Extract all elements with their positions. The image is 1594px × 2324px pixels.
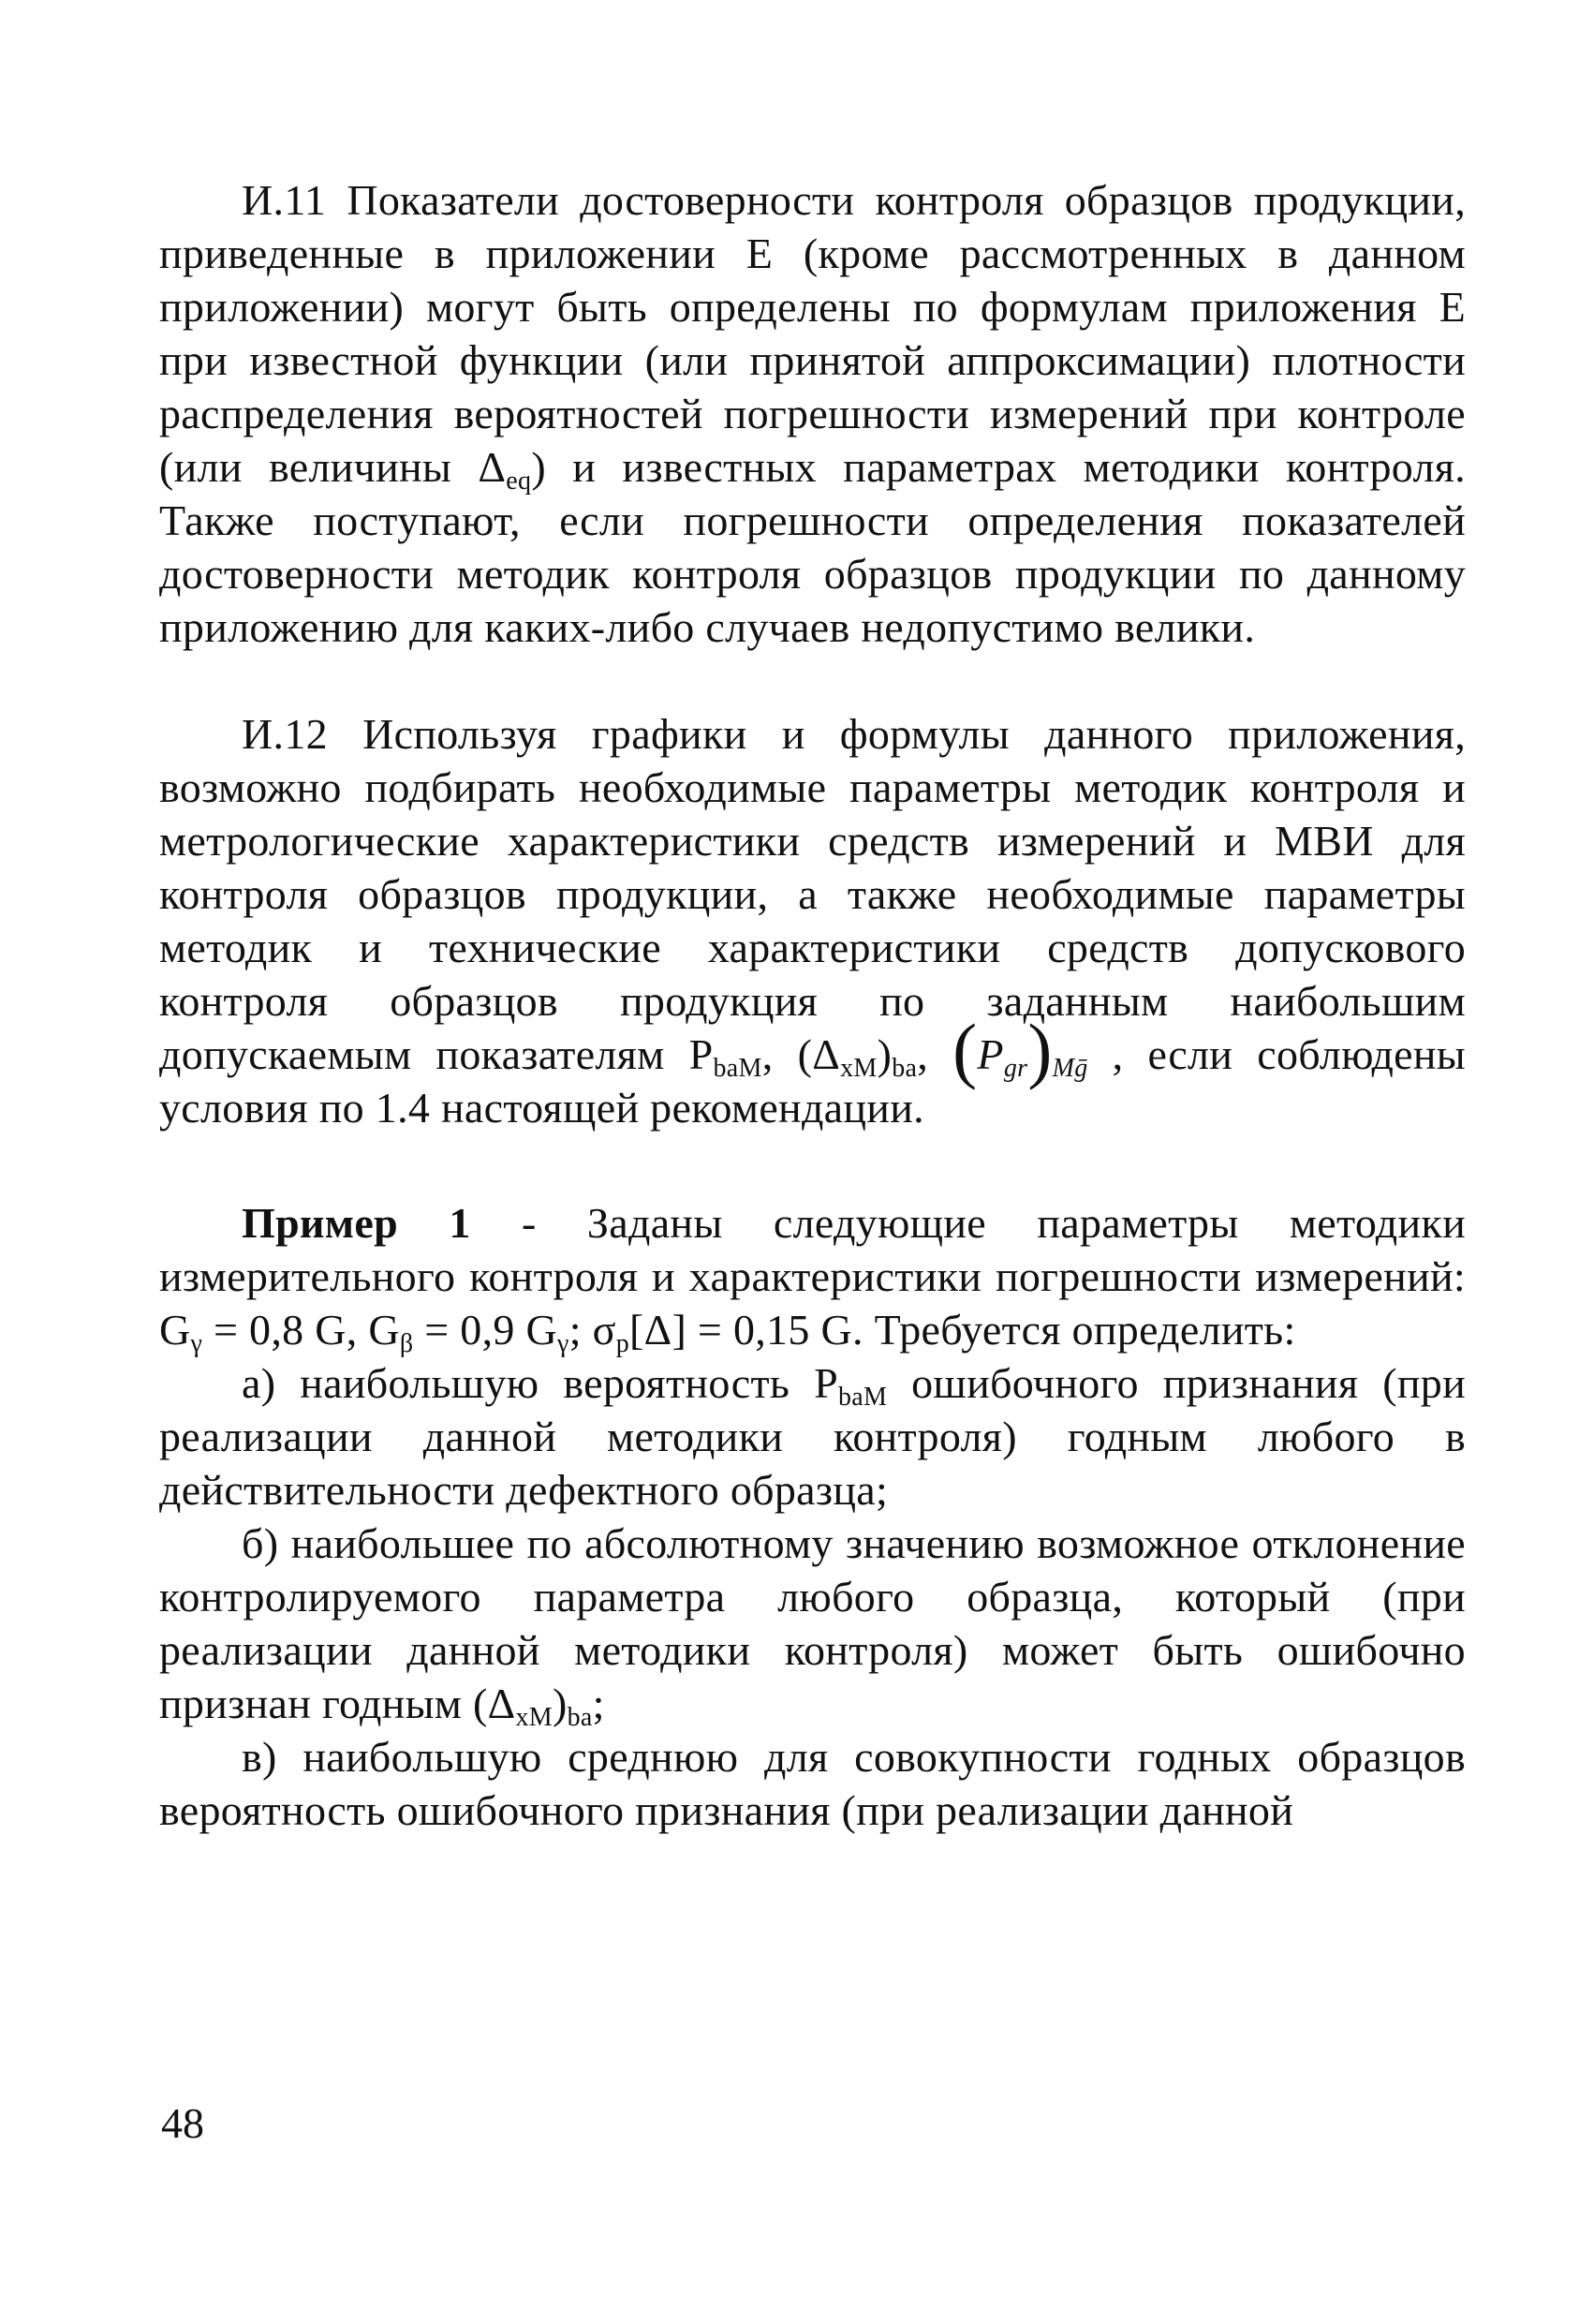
item-b-xm-subscript: xM xyxy=(515,1703,553,1732)
paragraph-i11-text-b: ) и известных параметрах методики контроля. Также поступают, если погрешности определения показателей достоверности методик контроля образцов продукции по данному приложению для каких-либо случаев недопустимо велики. xyxy=(159,443,1466,651)
g-beta-subscript: β xyxy=(399,1329,414,1358)
list-item-c xyxy=(159,1730,1466,1837)
formula-open-paren: ( xyxy=(952,1009,978,1090)
list-item-a xyxy=(159,1356,1466,1517)
item-b-text-c: ; xyxy=(592,1680,605,1727)
pgr-formula xyxy=(952,1009,1088,1090)
paragraph-example1 xyxy=(159,1196,1466,1356)
item-b-text-b: ) xyxy=(553,1680,568,1727)
example-text-a: - Заданы следующие параметры методики измерительного контроля и характеристики погрешности измерений: G xyxy=(159,1199,1466,1354)
example-text-d: ; σ xyxy=(568,1306,616,1354)
paragraph-i11-text-a: И.11 Показатели достоверности контроля образцов продукции, приведенные в приложении Е (кроме рассмотренных в данном приложении) могут быть определены по формулам приложения Е при известной функции (или принятой аппроксимации) плотности распределения вероятностей погрешности измерений при контроле (или величины Δ xyxy=(159,176,1466,491)
paragraph-i12 xyxy=(159,707,1466,1134)
item-a-text-b: ошибочного признания (при реализации данной методики контроля) годным любого в действительности дефектного образца; xyxy=(159,1359,1466,1514)
formula-mg-subscript: Mḡ xyxy=(1052,1054,1088,1083)
item-a-subscript: baM xyxy=(837,1383,888,1412)
pbam-subscript: baM xyxy=(713,1054,762,1083)
sigma-p-subscript: p xyxy=(615,1329,629,1358)
paragraph-i12-text-e: , если соблюдены условия по 1.4 настоящей рекомендации. xyxy=(159,1030,1466,1132)
xm-subscript: xM xyxy=(840,1054,878,1083)
paragraph-i12-text-d: , xyxy=(917,1030,953,1078)
item-b-ba-subscript: ba xyxy=(567,1703,593,1732)
formula-close-paren: ) xyxy=(1027,1009,1053,1090)
item-b-text-a: б) наибольшее по абсолютному значению возможное отклонение контролируемого параметра любого образца, который (при реализации данной методики контроля) может быть ошибочно признан годным (Δ xyxy=(159,1519,1466,1727)
example-title: Пример 1 xyxy=(242,1199,471,1247)
example-text-c: = 0,9 G xyxy=(413,1306,558,1354)
example-text-b: = 0,8 G, G xyxy=(202,1306,400,1354)
g-gamma2-subscript: γ xyxy=(557,1329,569,1358)
page-number: 48 xyxy=(161,2099,204,2147)
delta-eq-subscript: eq xyxy=(506,466,532,496)
paragraph-i12-text-b: , (Δ xyxy=(761,1030,841,1078)
paragraph-i11 xyxy=(159,173,1466,654)
formula-gr-subscript: gr xyxy=(1003,1054,1028,1083)
paragraph-i12-text-a: И.12 Используя графики и формулы данного приложения, возможно подбирать необходимые параметры методик контроля и метрологические характеристики средств измерений и МВИ для контроля образцов продукции, а также необходимые параметры методик и технические характеристики средств допускового контроля образцов продукция по заданным наибольшим допускаемым показателям P xyxy=(159,710,1466,1078)
item-a-text-a: а) наибольшую вероятность P xyxy=(242,1359,838,1407)
ba-subscript: ba xyxy=(892,1054,918,1083)
formula-p: P xyxy=(977,1030,1004,1078)
list-item-b xyxy=(159,1517,1466,1730)
paragraph-i12-text-c: ) xyxy=(877,1030,893,1078)
example-text-e: [Δ] = 0,15 G. Требуется определить: xyxy=(629,1306,1296,1354)
g-gamma-subscript: γ xyxy=(190,1329,203,1358)
item-c-text: в) наибольшую среднюю для совокупности годных образцов вероятность ошибочного признания (при реализации данной xyxy=(159,1733,1466,1834)
page-content xyxy=(159,173,1466,1837)
